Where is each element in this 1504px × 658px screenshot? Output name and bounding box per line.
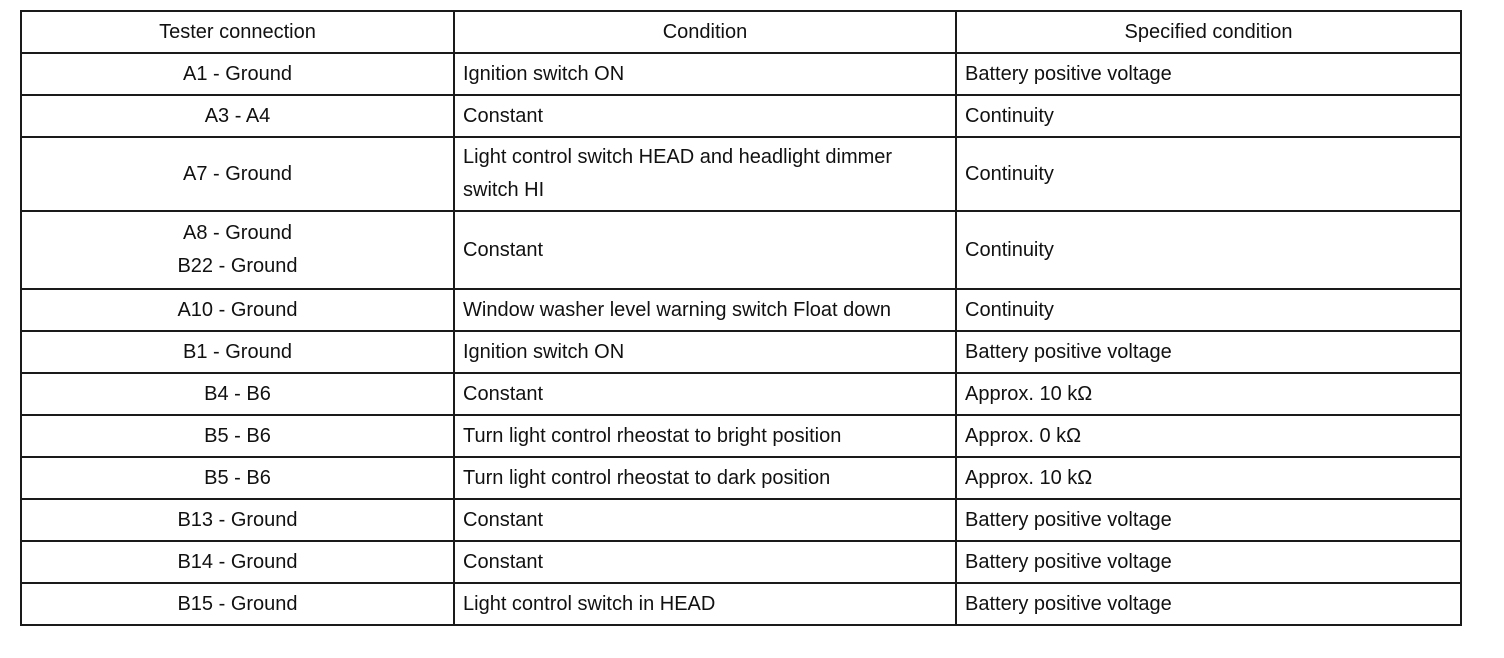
connection-text: B5 - B6 bbox=[204, 424, 271, 447]
specified-cell: Battery positive voltage bbox=[956, 541, 1461, 583]
table-row bbox=[21, 137, 1461, 211]
connection-text: A1 - Ground bbox=[183, 62, 292, 85]
connection-text: B4 - B6 bbox=[204, 382, 271, 405]
condition-text: Constant bbox=[463, 104, 544, 127]
specified-cell: Battery positive voltage bbox=[956, 583, 1461, 625]
table-row bbox=[21, 415, 1461, 457]
connection-text: B1 - Ground bbox=[183, 340, 292, 363]
specified-cell: Approx. 10 kΩ bbox=[956, 457, 1461, 499]
condition-text: switch HI bbox=[463, 179, 545, 201]
table-row bbox=[21, 457, 1461, 499]
condition-cell bbox=[454, 415, 956, 457]
condition-text: Constant bbox=[463, 508, 544, 531]
table-row bbox=[21, 331, 1461, 373]
connection-cell bbox=[21, 457, 454, 499]
connection-text: B15 - Ground bbox=[177, 592, 298, 615]
condition-cell bbox=[454, 331, 956, 373]
condition-text: Turn light control rheostat to dark position bbox=[463, 466, 831, 489]
specified-cell: Continuity bbox=[956, 211, 1461, 289]
tester-spec-table bbox=[20, 10, 1462, 626]
table-row bbox=[21, 499, 1461, 541]
table-row bbox=[21, 373, 1461, 415]
condition-text: Constant bbox=[463, 382, 544, 405]
specified-cell: Battery positive voltage bbox=[956, 499, 1461, 541]
connection-text: A3 - A4 bbox=[204, 104, 271, 127]
connection-text: A7 - Ground bbox=[183, 162, 292, 185]
specified-cell: Battery positive voltage bbox=[956, 331, 1461, 373]
condition-cell bbox=[454, 53, 956, 95]
condition-text: Turn light control rheostat to bright position bbox=[463, 424, 842, 447]
specified-cell: Battery positive voltage bbox=[956, 53, 1461, 95]
connection-cell bbox=[21, 289, 454, 331]
condition-text: Ignition switch ON bbox=[463, 340, 625, 363]
header-specified-condition: Specified condition bbox=[956, 11, 1461, 53]
connection-text: A10 - Ground bbox=[177, 298, 298, 321]
header-condition: Condition bbox=[454, 11, 956, 53]
condition-cell bbox=[454, 373, 956, 415]
header-tester-connection: Tester connection bbox=[21, 11, 454, 53]
condition-cell bbox=[454, 583, 956, 625]
connection-cell bbox=[21, 53, 454, 95]
connection-cell bbox=[21, 211, 454, 289]
connection-text: B22 - Ground bbox=[177, 255, 298, 277]
connection-text: B5 - B6 bbox=[204, 466, 271, 489]
connection-cell bbox=[21, 331, 454, 373]
connection-cell bbox=[21, 95, 454, 137]
condition-text: Light control switch HEAD and headlight dimmer bbox=[463, 146, 893, 168]
condition-text: Ignition switch ON bbox=[463, 62, 625, 85]
table-row bbox=[21, 211, 1461, 289]
table-row bbox=[21, 289, 1461, 331]
connection-cell bbox=[21, 499, 454, 541]
connection-text: B14 - Ground bbox=[177, 550, 298, 573]
table-row bbox=[21, 541, 1461, 583]
condition-text: Window washer level warning switch Float down bbox=[463, 298, 891, 321]
condition-cell bbox=[454, 289, 956, 331]
condition-cell bbox=[454, 211, 956, 289]
condition-cell bbox=[454, 95, 956, 137]
condition-text: Constant bbox=[463, 550, 544, 573]
table-row bbox=[21, 95, 1461, 137]
table-row bbox=[21, 583, 1461, 625]
condition-text: Light control switch in HEAD bbox=[463, 592, 716, 615]
specified-cell: Approx. 10 kΩ bbox=[956, 373, 1461, 415]
condition-cell bbox=[454, 541, 956, 583]
condition-cell bbox=[454, 137, 956, 211]
table-header-row bbox=[21, 11, 1461, 53]
specified-cell: Approx. 0 kΩ bbox=[956, 415, 1461, 457]
connection-text: A8 - Ground bbox=[183, 222, 292, 244]
connection-cell bbox=[21, 137, 454, 211]
condition-text: Constant bbox=[463, 238, 544, 261]
connection-cell bbox=[21, 415, 454, 457]
specified-cell: Continuity bbox=[956, 95, 1461, 137]
connection-text: B13 - Ground bbox=[177, 508, 298, 531]
condition-cell bbox=[454, 499, 956, 541]
condition-cell bbox=[454, 457, 956, 499]
specified-cell: Continuity bbox=[956, 137, 1461, 211]
connection-cell bbox=[21, 541, 454, 583]
connection-cell bbox=[21, 373, 454, 415]
table-row bbox=[21, 53, 1461, 95]
specified-cell: Continuity bbox=[956, 289, 1461, 331]
connection-cell bbox=[21, 583, 454, 625]
